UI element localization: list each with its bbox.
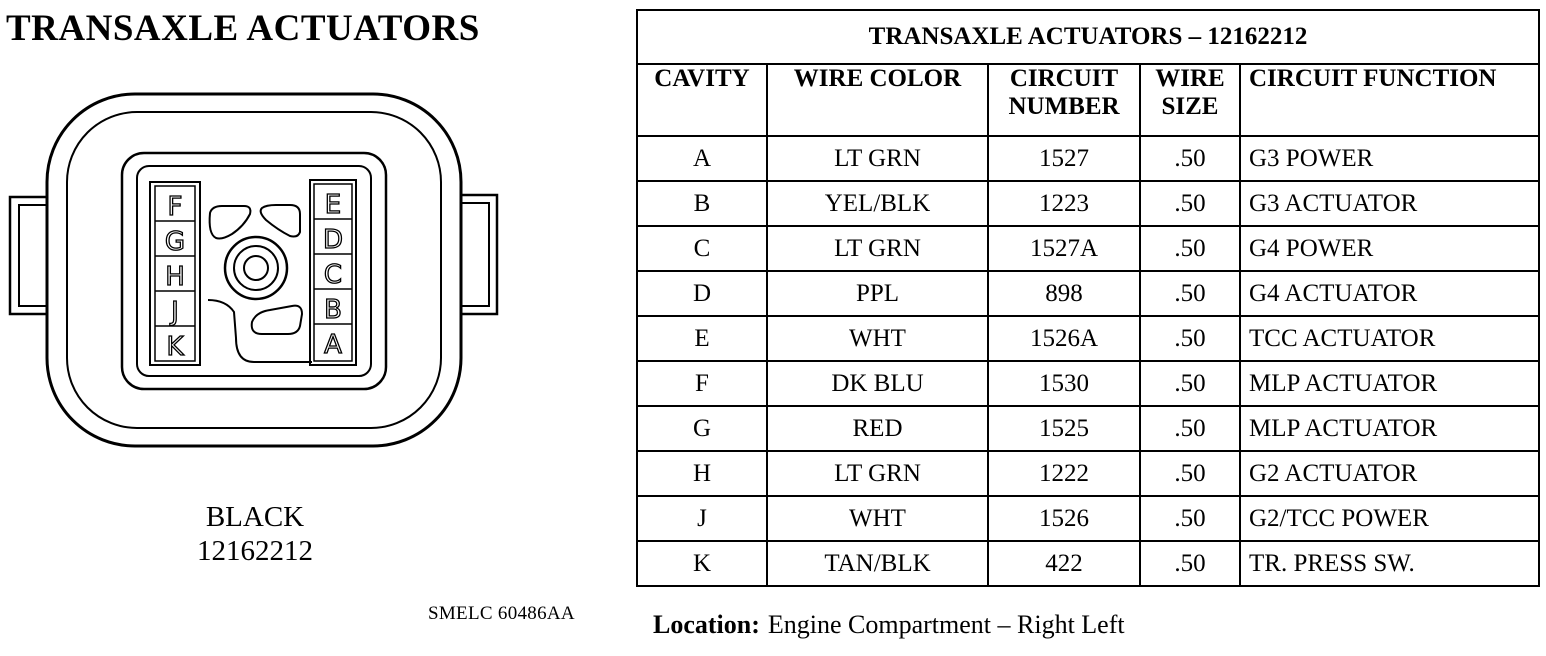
connector-diagram <box>0 90 510 470</box>
cell-cavity: B <box>637 181 767 226</box>
cell-cavity: K <box>637 541 767 586</box>
cell-function: TCC ACTUATOR <box>1240 316 1539 361</box>
cell-size: .50 <box>1140 451 1240 496</box>
connector-body-outer <box>47 94 461 446</box>
pin-label-b: B <box>324 295 342 325</box>
cell-cavity: E <box>637 316 767 361</box>
cell-wire-color: LT GRN <box>767 451 988 496</box>
table-row <box>637 271 1539 316</box>
cell-wire-color: PPL <box>767 271 988 316</box>
cell-size: .50 <box>1140 271 1240 316</box>
pin-label-g: G <box>164 227 186 257</box>
connector-part-number: 12162212 <box>197 535 313 567</box>
cell-function: G4 POWER <box>1240 226 1539 271</box>
cell-wire-color: WHT <box>767 496 988 541</box>
table-row <box>637 451 1539 496</box>
cell-size: .50 <box>1140 406 1240 451</box>
cell-function: G2/TCC POWER <box>1240 496 1539 541</box>
cell-function: G2 ACTUATOR <box>1240 451 1539 496</box>
cell-wire-color: WHT <box>767 316 988 361</box>
pinout-table <box>636 9 1540 587</box>
header-wire-color: WIRE COLOR <box>767 64 988 136</box>
pin-label-d: D <box>322 225 344 255</box>
cell-cavity: J <box>637 496 767 541</box>
cell-circuit: 898 <box>988 271 1140 316</box>
cell-size: .50 <box>1140 316 1240 361</box>
cell-size: .50 <box>1140 361 1240 406</box>
table-row <box>637 136 1539 181</box>
cell-circuit: 1526A <box>988 316 1140 361</box>
diagram-title: TRANSAXLE ACTUATORS <box>6 8 480 49</box>
header-circuit-function: CIRCUIT FUNCTION <box>1240 64 1539 136</box>
pin-label-a: A <box>324 330 342 360</box>
table-row <box>637 361 1539 406</box>
table-title: TRANSAXLE ACTUATORS – 12162212 <box>637 10 1539 64</box>
cell-function: TR. PRESS SW. <box>1240 541 1539 586</box>
cell-size: .50 <box>1140 541 1240 586</box>
cell-size: .50 <box>1140 226 1240 271</box>
pin-label-c: C <box>323 260 343 290</box>
table-row <box>637 181 1539 226</box>
cell-function: G3 POWER <box>1240 136 1539 181</box>
figure-code: SMELC 60486AA <box>428 603 575 624</box>
cell-circuit: 422 <box>988 541 1140 586</box>
table-row <box>637 226 1539 271</box>
cell-circuit: 1527 <box>988 136 1140 181</box>
cell-wire-color: TAN/BLK <box>767 541 988 586</box>
cell-cavity: A <box>637 136 767 181</box>
cell-circuit: 1530 <box>988 361 1140 406</box>
location-label: Location: <box>653 610 760 639</box>
cell-cavity: G <box>637 406 767 451</box>
cell-size: .50 <box>1140 136 1240 181</box>
cell-cavity: C <box>637 226 767 271</box>
table-row <box>637 541 1539 586</box>
cell-size: .50 <box>1140 496 1240 541</box>
right-pin-labels <box>323 190 343 360</box>
left-pin-labels <box>165 192 185 362</box>
cell-cavity: D <box>637 271 767 316</box>
cell-circuit: 1526 <box>988 496 1140 541</box>
pin-label-h: H <box>165 262 185 292</box>
cell-wire-color: DK BLU <box>767 361 988 406</box>
location-value: Engine Compartment – Right Left <box>767 610 1125 639</box>
connector-color: BLACK <box>205 501 305 533</box>
cell-function: G3 ACTUATOR <box>1240 181 1539 226</box>
cell-cavity: F <box>637 361 767 406</box>
cell-wire-color: YEL/BLK <box>767 181 988 226</box>
cell-function: G4 ACTUATOR <box>1240 271 1539 316</box>
header-wire-size: WIRE SIZE <box>1140 64 1240 136</box>
cell-circuit: 1223 <box>988 181 1140 226</box>
header-cavity: CAVITY <box>637 64 767 136</box>
cell-circuit: 1525 <box>988 406 1140 451</box>
pin-label-f: F <box>167 192 183 222</box>
cell-circuit: 1527A <box>988 226 1140 271</box>
cell-wire-color: RED <box>767 406 988 451</box>
cell-cavity: H <box>637 451 767 496</box>
header-circuit-number: CIRCUIT NUMBER <box>988 64 1140 136</box>
location-note <box>653 610 1125 640</box>
table-row <box>637 316 1539 361</box>
cell-wire-color: LT GRN <box>767 136 988 181</box>
pin-label-e: E <box>324 190 342 220</box>
table-row <box>637 496 1539 541</box>
cell-circuit: 1222 <box>988 451 1140 496</box>
cell-function: MLP ACTUATOR <box>1240 406 1539 451</box>
table-header-row <box>637 64 1539 136</box>
table-row <box>637 406 1539 451</box>
pin-label-k: K <box>166 332 184 362</box>
pin-label-j: J <box>171 297 179 327</box>
cell-wire-color: LT GRN <box>767 226 988 271</box>
cell-function: MLP ACTUATOR <box>1240 361 1539 406</box>
cell-size: .50 <box>1140 181 1240 226</box>
